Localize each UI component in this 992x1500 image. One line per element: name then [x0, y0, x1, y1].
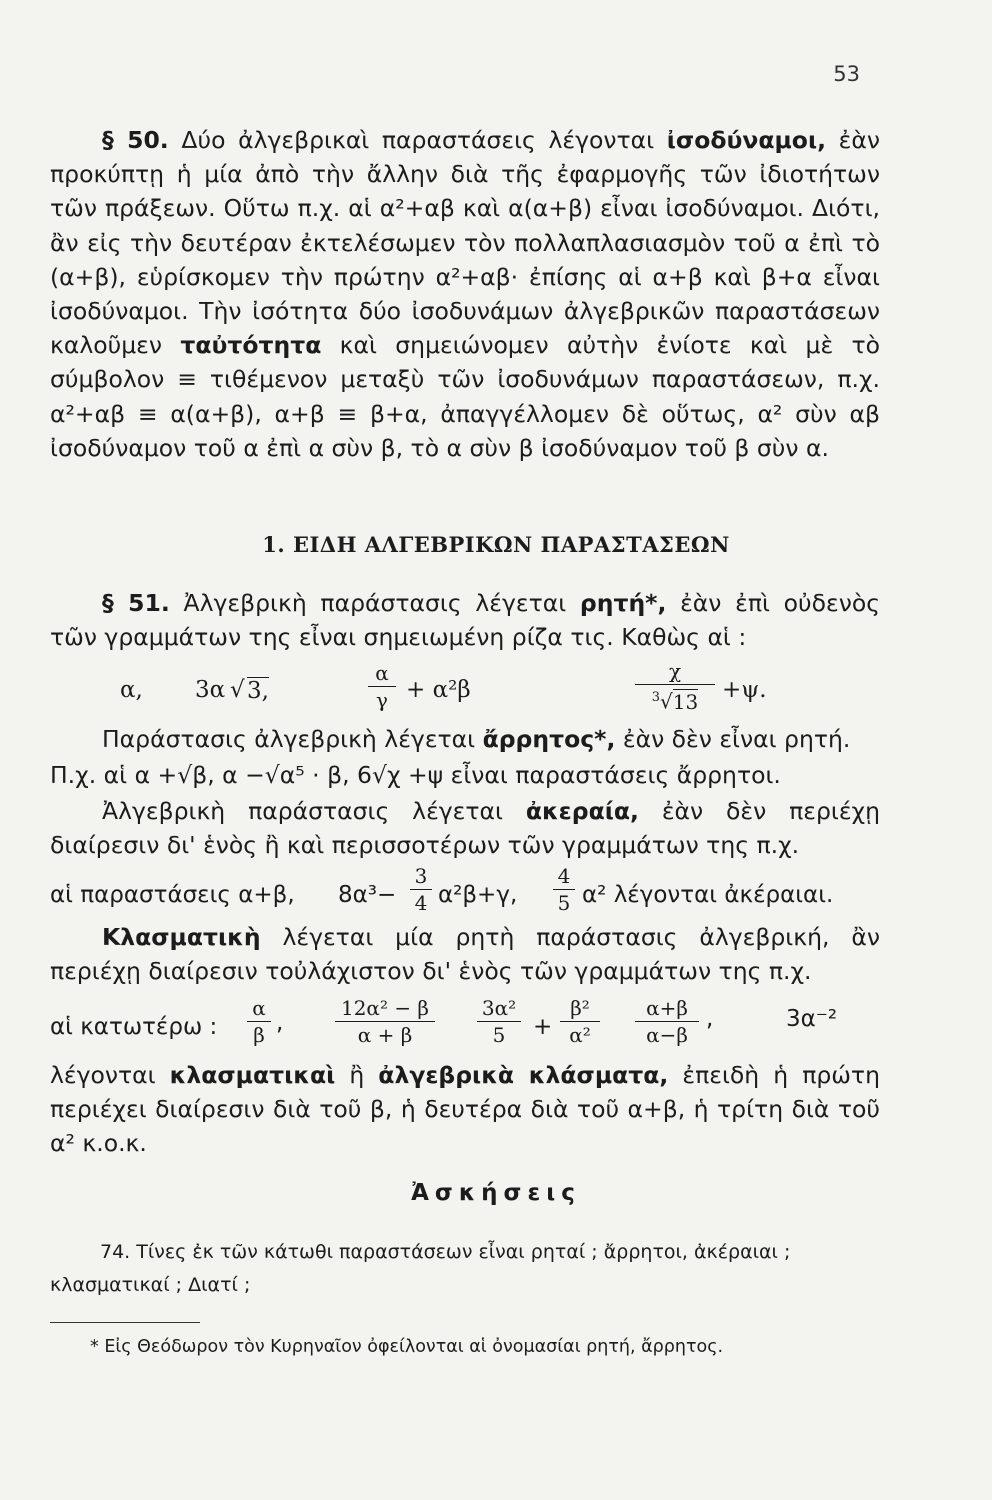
section-number: § 50. — [102, 126, 169, 154]
fraction-bar — [560, 1021, 600, 1022]
text: λέγονται — [50, 1061, 170, 1089]
text: ἐὰν ἐπὶ οὐδενὸς τῶν γραμμάτων της εἶναι σημειωμένη ρίζα τις. Καθὼς αἱ : — [50, 589, 880, 652]
fraction-3-4 — [410, 864, 432, 915]
text: ἐὰν δὲν εἶναι ρητή. — [615, 725, 851, 753]
root-index: 3 — [651, 690, 661, 705]
fraction-4-5 — [553, 864, 575, 915]
footnote-rule — [50, 1322, 200, 1323]
expr-term1: 8α³− — [338, 882, 397, 908]
expr-lead: αἱ παραστάσεις α+β, — [50, 882, 295, 908]
comma: , — [276, 1010, 284, 1036]
page-number: 53 — [833, 62, 860, 86]
expr-tail: +ψ. — [722, 677, 767, 703]
section-heading: 1. ΕΙΔΗ ΑΛΓΕΒΡΙΚΩΝ ΠΑΡΑΣΤΑΣΕΩΝ — [262, 532, 730, 557]
denominator: γ — [376, 688, 388, 712]
numerator: 12α² − β — [340, 996, 429, 1020]
numerator: 3α² — [481, 996, 517, 1020]
numerator: β² — [570, 996, 590, 1020]
fraction-3a2-5 — [477, 996, 521, 1047]
numerator: α+β — [646, 996, 688, 1020]
numerator: α — [252, 996, 266, 1020]
expr-coef: 3α — [195, 677, 226, 703]
text: Ἀλγεβρικὴ παράστασις λέγεται — [169, 589, 580, 617]
denominator: 5 — [557, 891, 571, 915]
plus-sign: + — [533, 1014, 553, 1040]
numerator: α — [375, 661, 389, 685]
denominator: α² — [569, 1023, 591, 1047]
fraction-bar — [335, 1021, 435, 1022]
term-irrational: ἄρρητος*, — [482, 725, 616, 753]
numerator: 4 — [557, 864, 571, 888]
fraction-bar — [247, 1021, 271, 1022]
text: λέγεται μία ρητὴ παράστασις ἀλγεβρική, ἂν περιέχῃ διαίρεσιν τοὐλάχιστον δι' ἑνὸς τῶν γραμμάτων της π.χ. — [50, 923, 880, 986]
numerator: χ — [668, 659, 682, 683]
numerator: 3 — [414, 864, 428, 888]
paragraph-integral — [50, 794, 880, 862]
paragraph-fractional — [50, 920, 880, 988]
text: Παράστασις ἀλγεβρικὴ λέγεται — [102, 725, 483, 753]
expr-last: 3α⁻² — [786, 1006, 838, 1032]
denominator — [635, 686, 715, 714]
formula-rational-examples — [50, 655, 890, 725]
fraction-12a2-minus-b — [335, 996, 435, 1047]
term-algebraic-fractions: ἀλγεβρικὰ κλάσματα, — [378, 1061, 669, 1089]
paragraph-fractional-explanation — [50, 1058, 880, 1161]
text: ἐὰν προκύπτῃ ἡ μία ἀπὸ τὴν ἄλλην διὰ τῆς ἐφαρμογῆς τῶν ἰδιοτήτων τῶν πράξεων. Οὕτω π.χ. αἱ α²+αβ καὶ α(α+β) εἶναι ἰσοδύναμοι. Διότι, ἂν εἰς τὴν δευτέραν ἐκτελέσωμεν τὸν πολλαπλασιασμὸν τοῦ α ἐπὶ τὸ (α+β), εὑρίσκομεν τὴν πρώτην α²+αβ· ἐπίσης αἱ α+β καὶ β+α εἶναι ἰσοδύναμοι. Τὴν ἰσότητα δύο ἰσοδυνάμων ἀλγεβρικῶν παραστάσεων καλοῦμεν — [50, 126, 880, 360]
fraction-a-b — [247, 996, 271, 1047]
term-identity: ταὐτότητα — [180, 331, 322, 360]
text: ἐπειδὴ ἡ πρώτη περιέχει διαίρεσιν διὰ τοῦ β, ἡ δευτέρα διὰ τοῦ α+β, ἡ τρίτη διὰ τοῦ α² κ.ο.κ. — [50, 1061, 880, 1158]
text: ἐὰν δὲν περιέχῃ διαίρεσιν δι' ἑνὸς ἢ καὶ περισσοτέρων τῶν γραμμάτων της π.χ. — [50, 797, 880, 860]
text: καὶ σημειώνομεν αὐτὴν ἐνίοτε καὶ μὲ τὸ σύμβολον ≡ τιθέμενον μεταξὺ τῶν ἰσοδυνάμων παραστάσεων, π.χ. α²+αβ ≡ α(α+β), α+β ≡ β+α, ἀπαγγέλλομεν δὲ οὕτως, α² σὺν αβ ἰσοδύναμον τοῦ α ἐπὶ α σὺν β, τὸ α σὺν β ἰσοδύναμον τοῦ β σὺν α. — [50, 331, 880, 462]
radicand: 13 — [672, 689, 699, 714]
exercise-74: 74. Τίνες ἐκ τῶν κάτωθι παραστάσεων εἶναι ρηταί ; ἄρρητοι, ἀκέραιαι ; κλασματικαί ; Διατί ; — [50, 1241, 791, 1296]
paragraph-50 — [50, 123, 880, 465]
text: Ἀλγεβρικὴ παράστασις λέγεται — [102, 797, 526, 825]
fraction-apb-amb — [635, 996, 699, 1047]
exercises-heading: Ἀσκήσεις — [411, 1180, 581, 1206]
footnote: * Εἰς Θεόδωρον τὸν Κυρηναῖον ὀφείλονται αἱ ὀνομασίαι ρητή, ἄρρητος. — [90, 1337, 724, 1357]
fraction-bar — [635, 684, 715, 685]
paragraph-irrational-examples: Π.χ. αἱ α +√β, α −√α⁵ · β, 6√χ +ψ εἶναι παραστάσεις ἄρρητοι. — [50, 761, 781, 789]
denominator: 5 — [492, 1023, 506, 1047]
fraction-x-over-cuberoot — [635, 659, 715, 714]
term-equivalent: ἰσοδύναμοι, — [666, 126, 827, 154]
expr-lead: αἱ κατωτέρω : — [50, 1014, 218, 1040]
term-fractional-plural: κλασματικαὶ — [169, 1061, 336, 1089]
term-integral: ἀκεραία, — [525, 797, 639, 825]
expr-term2: α²β+γ, — [438, 882, 518, 908]
denominator: β — [253, 1023, 265, 1047]
denominator: α−β — [646, 1023, 688, 1047]
denominator: α + β — [357, 1023, 413, 1047]
fraction-a-over-g — [368, 661, 396, 712]
fraction-bar — [410, 889, 432, 890]
fraction-bar — [368, 686, 396, 687]
sqrt-symbol: √ — [230, 677, 245, 703]
comma: , — [706, 1006, 714, 1032]
fraction-bar — [635, 1021, 699, 1022]
expr-term3: α² λέγονται ἀκέραιαι. — [582, 882, 834, 908]
text: Δύο ἀλγεβρικαὶ παραστάσεις λέγονται — [168, 126, 667, 154]
fraction-bar — [477, 1021, 521, 1022]
term-fractional: Κλασματικὴ — [102, 923, 261, 951]
expr-a: α, — [120, 677, 143, 703]
paragraph-irrational — [50, 722, 880, 756]
fraction-bar — [553, 889, 575, 890]
radicand: 3, — [247, 678, 269, 704]
fraction-b2-a2 — [560, 996, 600, 1047]
sqrt-symbol: √ — [660, 689, 673, 714]
section-number: § 51. — [102, 589, 170, 617]
formula-fractional-examples — [50, 992, 890, 1062]
paragraph-51 — [50, 586, 880, 654]
expr-plus-term: + α²β — [406, 677, 471, 703]
text: ἢ — [335, 1061, 379, 1089]
term-rational: ρητή*, — [579, 589, 667, 617]
denominator: 4 — [414, 891, 428, 915]
